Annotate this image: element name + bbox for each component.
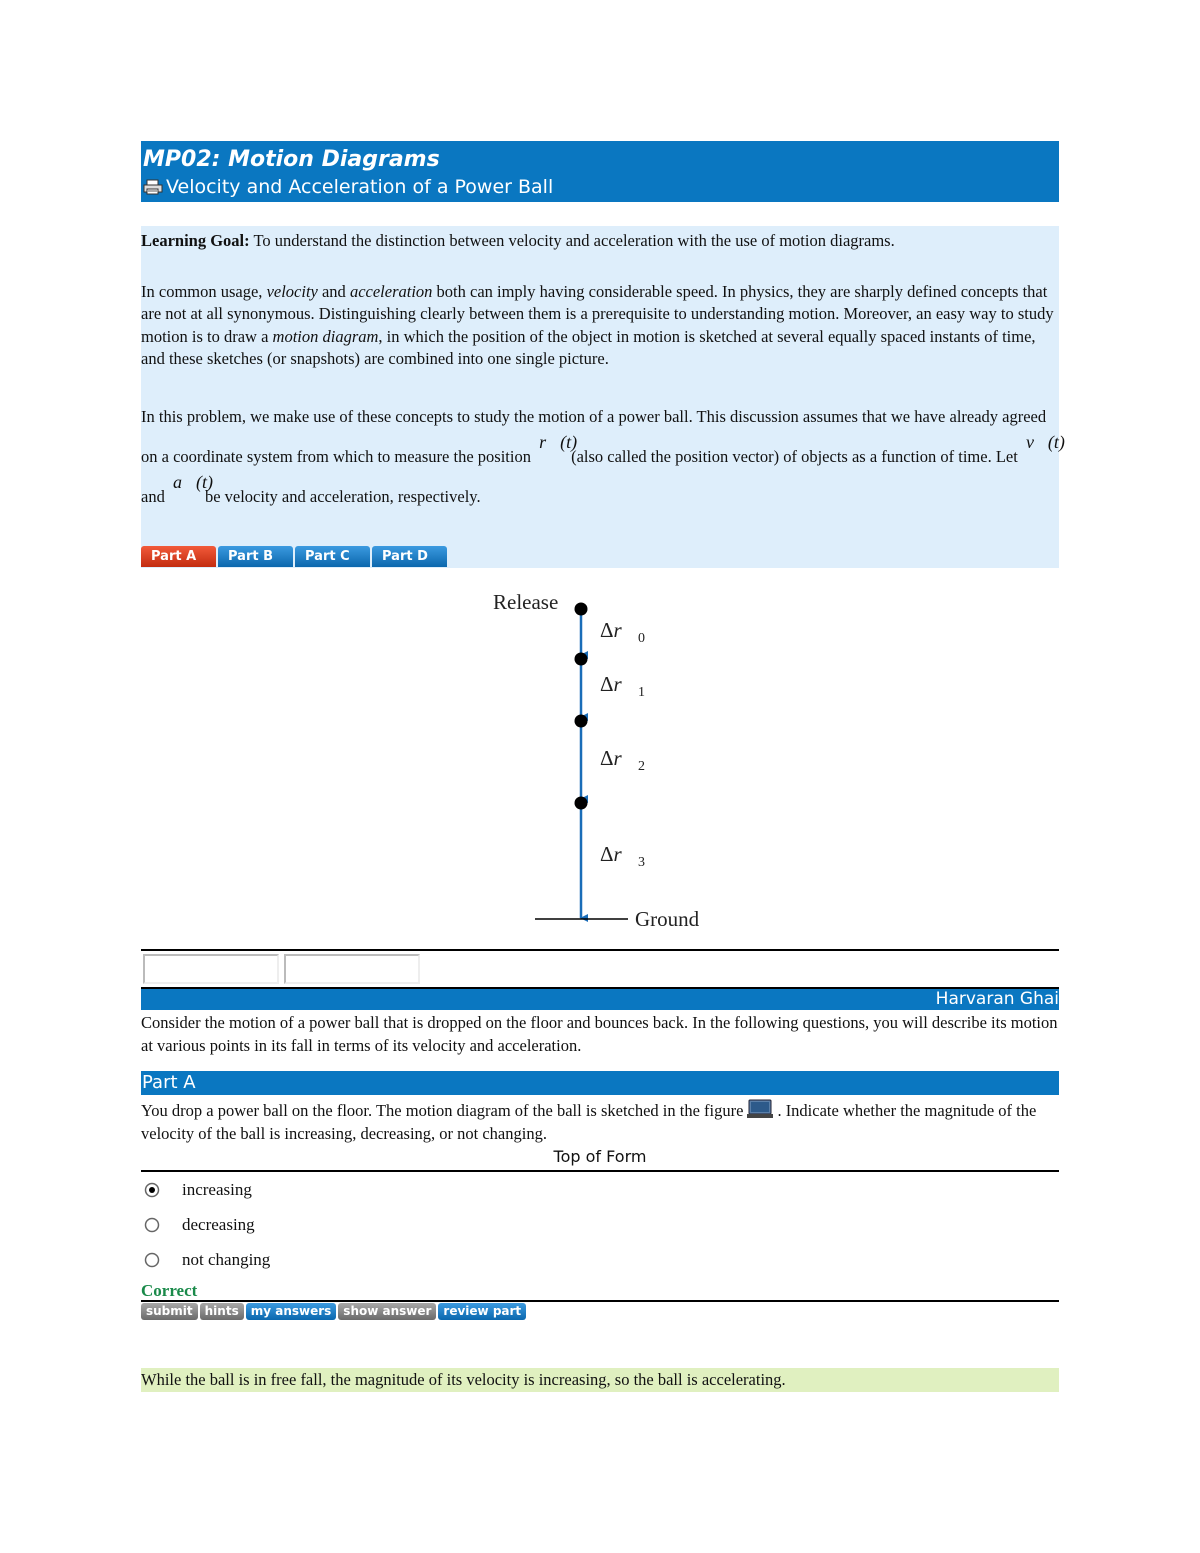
question-text-a: You drop a power ball on the floor. The motion diagram of the ball is sketched in the figure (141, 1101, 744, 1120)
part-a-question (141, 1099, 1059, 1145)
part-tabs (141, 546, 449, 567)
subscript: 1 (638, 685, 646, 700)
problem-title: Velocity and Acceleration of a Power Ball (166, 176, 554, 198)
text: be velocity and acceleration, respectively. (204, 486, 481, 506)
review-part-button[interactable]: review part (438, 1303, 526, 1320)
tab-part-a[interactable]: Part A (141, 546, 216, 567)
text: both can imply having considerable speed. In physics, they are sharply defined concepts that are not at all synonymous. Distinguishing clearly between them is a prerequisite to understanding motion. Moreover, an easy way to study motion is to draw a (141, 281, 1054, 346)
svg-text:Δr⃗1 (600, 672, 645, 700)
acceleration-term: acceleration (349, 281, 433, 301)
svg-text:Δr⃗3 (600, 842, 645, 870)
option-decreasing[interactable] (144, 1215, 255, 1235)
text: , in which the position of the object in motion is sketched at several equally spaced instants of time, and these sketches (or snapshots) are combined into one single picture. (141, 326, 1036, 368)
text: and (317, 281, 350, 301)
action-buttons (141, 1303, 528, 1320)
hints-button[interactable]: hints (200, 1303, 244, 1320)
ball-position-2 (575, 715, 588, 728)
velocity-term: velocity (266, 281, 318, 301)
divider (141, 949, 1059, 951)
submit-button[interactable]: submit (141, 1303, 198, 1320)
intro-paragraph-2 (141, 397, 1065, 517)
learning-goal (141, 230, 1059, 253)
feedback-box: While the ball is in free fall, the magnitude of its velocity is increasing, so the ball is accelerating. (141, 1368, 1059, 1392)
velocity-symbol: v⃗(t) (1025, 431, 1065, 452)
tab-part-d[interactable]: Part D (372, 546, 447, 567)
top-of-form: Top of Form (553, 1147, 647, 1166)
delta-symbol: Δ (600, 672, 614, 696)
empty-field-2 (284, 954, 420, 984)
option-label: not changing (182, 1250, 271, 1269)
part-a-header (141, 1071, 1059, 1095)
text: (also called the position vector) of objects as a function of time. Let (571, 446, 1022, 466)
option-increasing[interactable] (144, 1180, 252, 1200)
acceleration-equation (169, 471, 213, 502)
author-bar (141, 989, 1059, 1010)
intro-box (141, 226, 1065, 568)
delta-r-1-label (600, 672, 645, 700)
position-equation (535, 431, 578, 462)
radio-selected-icon[interactable] (144, 1182, 160, 1198)
part-a-title: Part A (142, 1072, 196, 1093)
author-name: Harvaran Ghai (935, 989, 1059, 1009)
intro-paragraph-1 (141, 281, 1059, 371)
subscript: 3 (638, 855, 646, 870)
delta-r-0-label (600, 618, 645, 646)
svg-text:Δr⃗2 (600, 746, 645, 774)
r-symbol: r⃗ (613, 672, 639, 696)
text: In common usage, (141, 281, 267, 301)
acceleration-symbol: a⃗(t) (172, 471, 213, 492)
my-answers-button[interactable]: my answers (246, 1303, 337, 1320)
learning-goal-label: Learning Goal: (141, 231, 250, 250)
ball-position-1 (575, 653, 588, 666)
delta-symbol: Δ (600, 618, 614, 642)
r-symbol: r⃗ (613, 746, 639, 770)
motion-diagram (480, 585, 720, 935)
assignment-title: MP02: Motion Diagrams (143, 147, 440, 172)
empty-field-1 (143, 954, 279, 984)
delta-symbol: Δ (600, 746, 614, 770)
subscript: 2 (638, 759, 646, 774)
delta-symbol: Δ (600, 842, 614, 866)
divider (141, 1300, 1059, 1302)
option-label: decreasing (182, 1215, 255, 1234)
option-label: increasing (182, 1180, 252, 1199)
printer-icon[interactable] (143, 179, 163, 195)
radio-icon[interactable] (144, 1217, 160, 1233)
ball-position-0 (575, 603, 588, 616)
show-answer-button[interactable]: show answer (338, 1303, 436, 1320)
question-text-b: . Indicate whether the magnitude of the velocity of the ball is increasing, decreasing, or not changing. (141, 1101, 1037, 1143)
learning-goal-text: To understand the distinction between velocity and acceleration with the use of motion diagrams. (249, 231, 895, 250)
r-symbol: r⃗ (613, 842, 639, 866)
problem-title-row (143, 175, 1057, 199)
position-symbol: r⃗(t) (539, 431, 578, 452)
svg-text:Δr⃗0 (600, 618, 645, 646)
tab-part-c[interactable]: Part C (295, 546, 370, 567)
r-symbol: r⃗ (613, 618, 639, 642)
velocity-equation (1022, 431, 1065, 462)
motion-diagram-term: motion diagram (272, 326, 379, 346)
result-correct: Correct (141, 1281, 198, 1300)
delta-r-3-label (600, 842, 645, 870)
radio-icon[interactable] (144, 1252, 160, 1268)
problem-header (141, 141, 1059, 202)
text: and (141, 486, 169, 506)
subscript: 0 (638, 631, 646, 646)
option-not-changing[interactable] (144, 1250, 270, 1270)
figure-monitor-icon[interactable] (747, 1099, 773, 1119)
divider (141, 1170, 1059, 1172)
delta-r-2-label (600, 746, 645, 774)
release-label: Release (493, 590, 559, 614)
ground-label: Ground (635, 907, 700, 931)
text: In this problem, we make use of these concepts to study the motion of a power ball. This discussion assumes that we have already agreed on a coordinate system from which to measure the position (141, 406, 1047, 466)
ball-position-3 (575, 797, 588, 810)
problem-description: Consider the motion of a power ball that is dropped on the floor and bounces back. In the following questions, you will describe its motion at various points in its fall in terms of its velocity and acceleration. (141, 1013, 1058, 1055)
tab-part-b[interactable]: Part B (218, 546, 293, 567)
